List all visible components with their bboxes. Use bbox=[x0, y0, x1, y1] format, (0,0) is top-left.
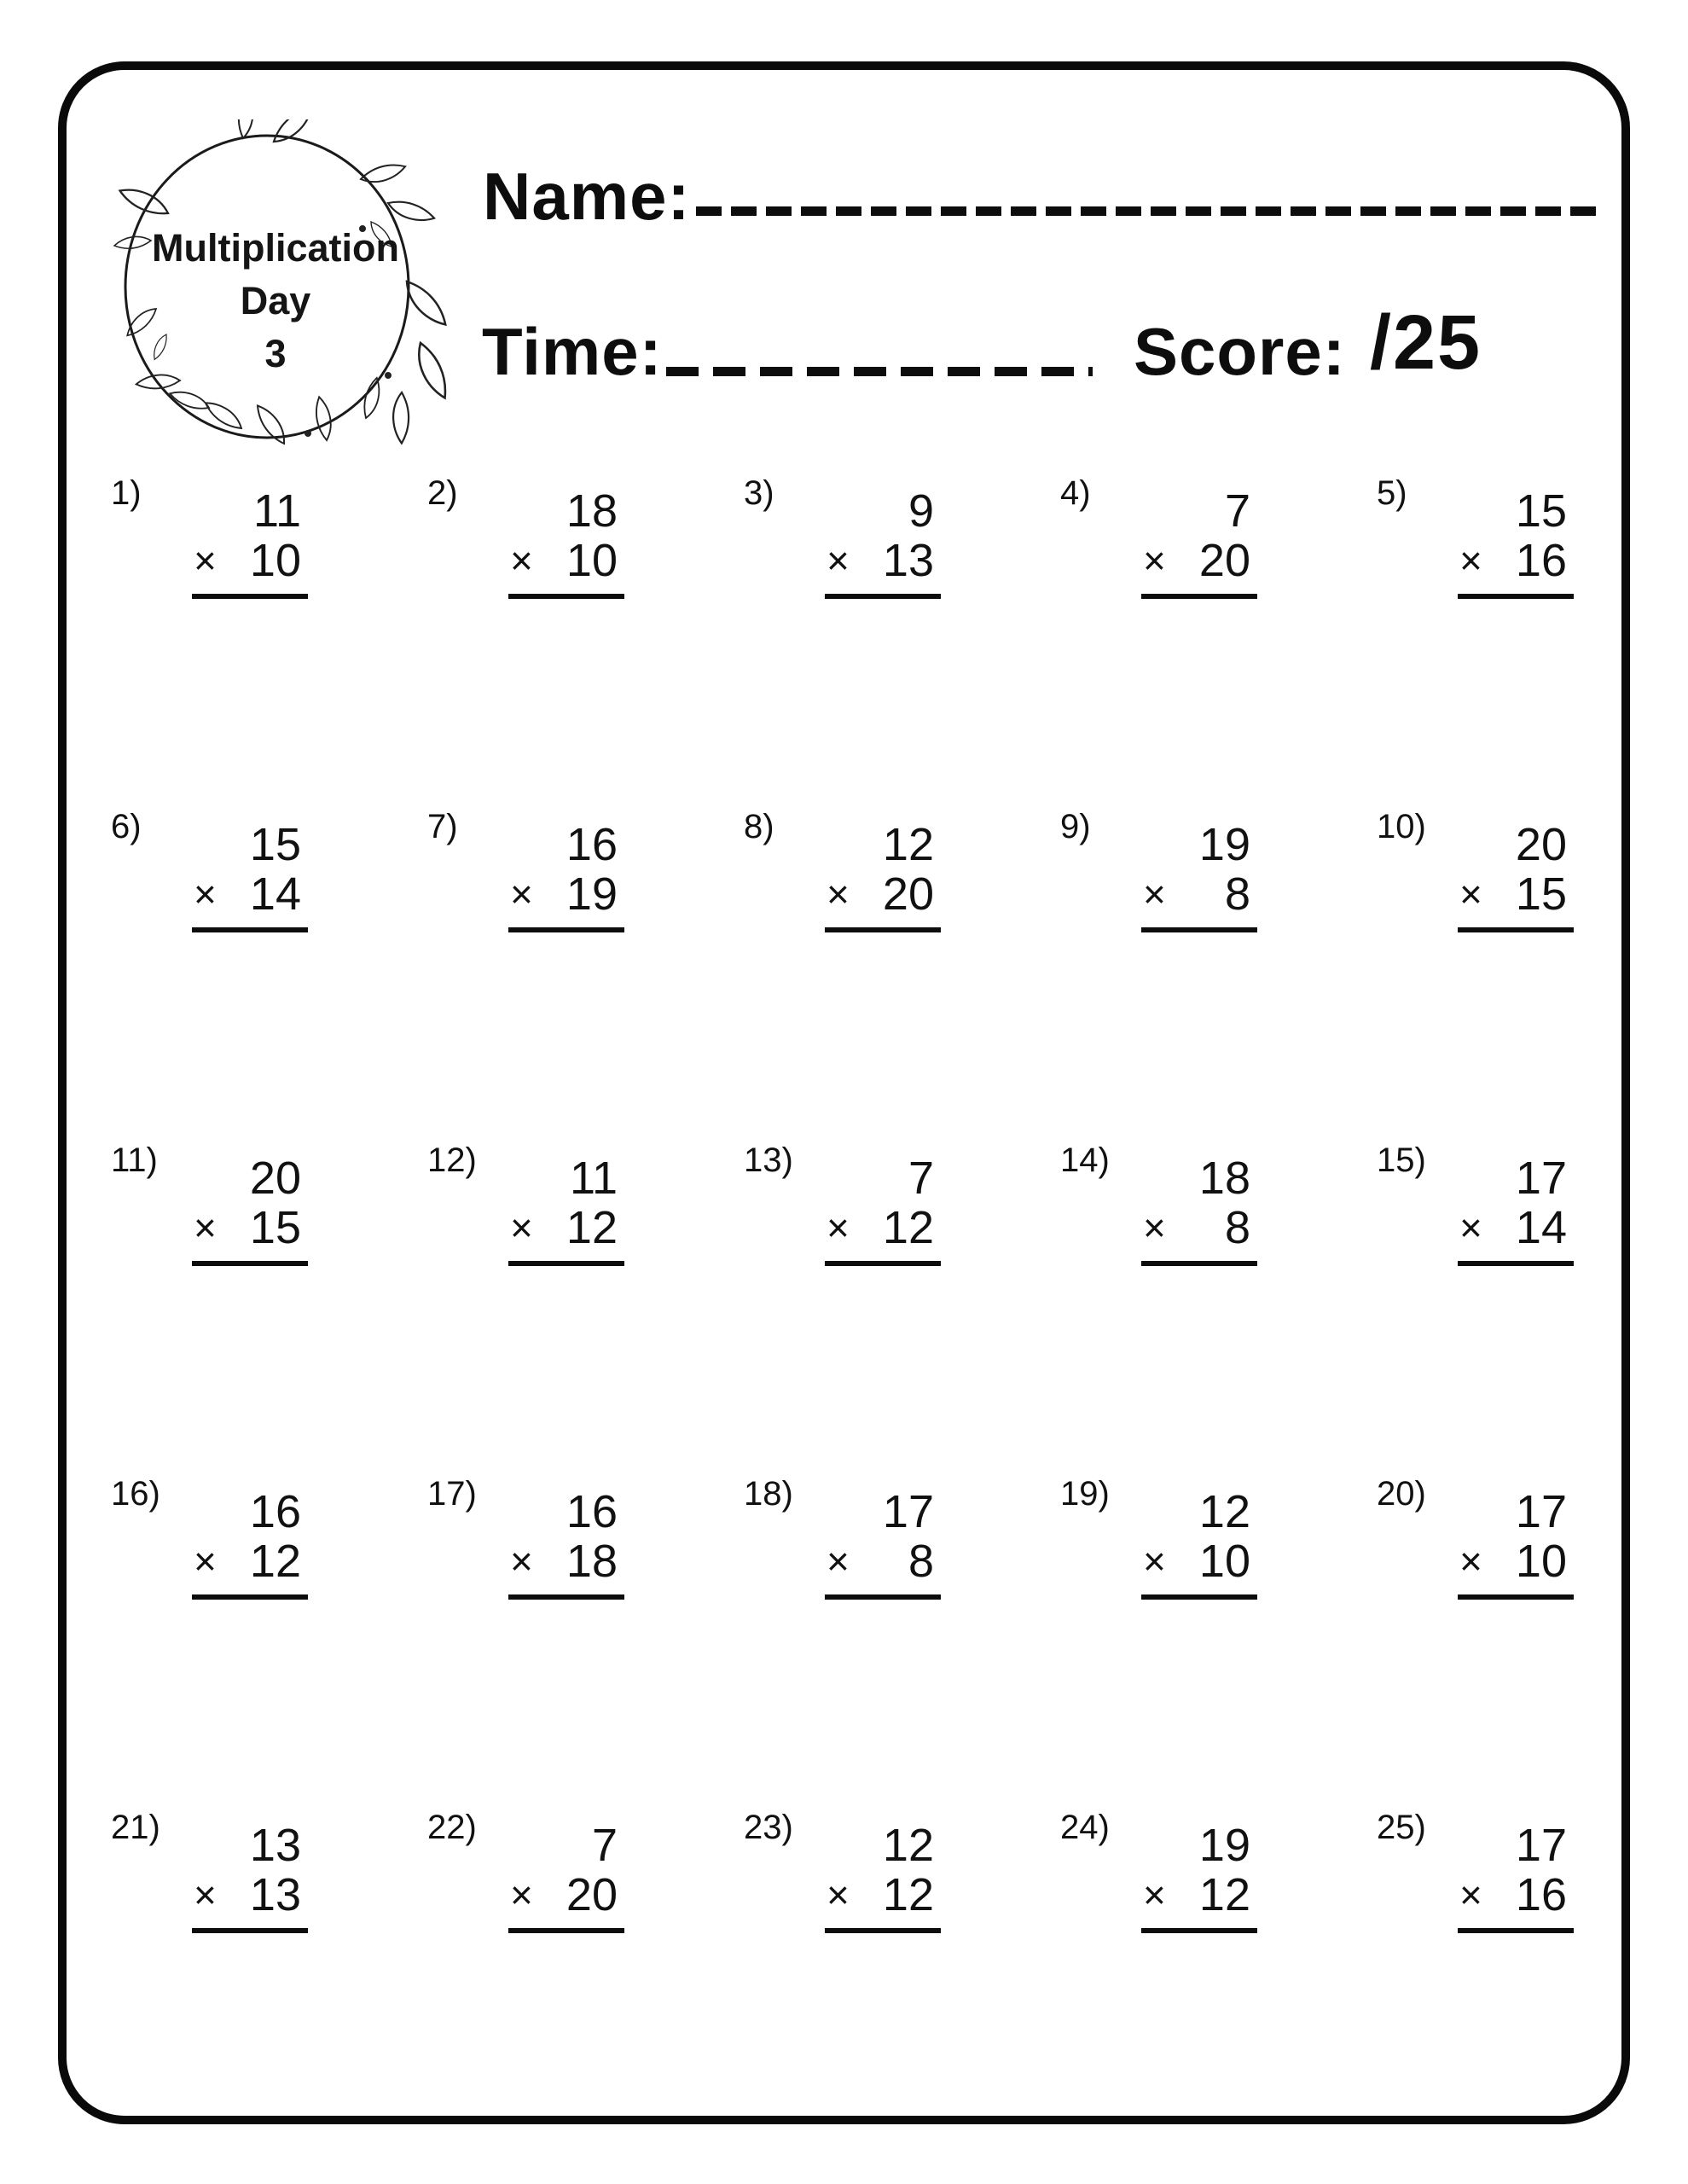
problem-number: 13) bbox=[744, 1141, 793, 1179]
multiplication-problem bbox=[102, 471, 419, 804]
multiplier-row bbox=[194, 536, 301, 585]
problems-grid bbox=[102, 471, 1685, 2139]
problem-stack bbox=[1459, 1153, 1567, 1266]
multiplier: 15 bbox=[249, 1202, 301, 1253]
problem-number: 4) bbox=[1060, 474, 1091, 512]
multiplicand: 12 bbox=[882, 1820, 934, 1871]
multiplier: 10 bbox=[1515, 1536, 1567, 1587]
worksheet-border bbox=[58, 61, 1630, 2124]
problem-stack bbox=[1143, 820, 1250, 932]
multiplier: 20 bbox=[882, 868, 934, 920]
multiplicand: 20 bbox=[1515, 819, 1567, 870]
multiply-icon: × bbox=[827, 538, 850, 583]
answer-line[interactable] bbox=[508, 1594, 624, 1600]
problem-number: 6) bbox=[111, 808, 142, 845]
multiplication-problem bbox=[102, 804, 419, 1138]
problem-number: 19) bbox=[1060, 1475, 1110, 1513]
multiplier: 8 bbox=[1224, 1202, 1250, 1253]
multiply-icon: × bbox=[1459, 1539, 1482, 1583]
answer-line[interactable] bbox=[825, 1261, 941, 1266]
multiplicand: 12 bbox=[1198, 1486, 1250, 1537]
multiplicand: 15 bbox=[249, 819, 301, 870]
multiply-icon: × bbox=[510, 1539, 533, 1583]
problem-number: 16) bbox=[111, 1475, 160, 1513]
answer-line[interactable] bbox=[1141, 927, 1257, 932]
multiplicand: 11 bbox=[569, 1153, 618, 1204]
multiplicand: 19 bbox=[1198, 1820, 1250, 1871]
multiplier-row bbox=[1143, 1203, 1250, 1252]
multiplication-problem bbox=[419, 1805, 735, 2139]
problem-stack bbox=[827, 1153, 934, 1266]
multiplication-problem bbox=[1052, 471, 1368, 804]
multiplicand: 12 bbox=[882, 819, 934, 870]
answer-line[interactable] bbox=[192, 594, 308, 599]
problem-stack bbox=[1459, 1487, 1567, 1600]
multiplicand: 17 bbox=[1515, 1486, 1567, 1537]
name-blank-line[interactable] bbox=[696, 206, 1598, 216]
multiplier-row bbox=[510, 1870, 618, 1920]
name-label: Name: bbox=[483, 159, 691, 234]
problem-stack bbox=[194, 820, 301, 932]
multiplier-row bbox=[1143, 869, 1250, 919]
multiplier-row bbox=[1459, 1870, 1567, 1920]
multiplication-problem bbox=[1052, 804, 1368, 1138]
multiplier: 13 bbox=[249, 1869, 301, 1920]
answer-line[interactable] bbox=[1141, 1261, 1257, 1266]
multiplication-problem bbox=[1368, 1472, 1685, 1805]
multiplicand: 17 bbox=[1515, 1153, 1567, 1204]
multiply-icon: × bbox=[194, 1205, 217, 1250]
score-total: /25 bbox=[1370, 300, 1482, 386]
problem-number: 9) bbox=[1060, 808, 1091, 845]
problem-stack bbox=[510, 820, 618, 932]
multiplication-problem bbox=[1368, 1805, 1685, 2139]
problem-stack bbox=[510, 486, 618, 599]
multiplicand: 18 bbox=[566, 485, 618, 537]
logo-line-2: Day bbox=[240, 279, 311, 322]
multiply-icon: × bbox=[510, 1873, 533, 1917]
problem-number: 22) bbox=[427, 1809, 477, 1846]
problem-number: 5) bbox=[1377, 474, 1407, 512]
multiplier-row bbox=[1459, 536, 1567, 585]
multiplication-problem bbox=[1368, 804, 1685, 1138]
multiply-icon: × bbox=[1143, 872, 1166, 916]
problem-stack bbox=[510, 1487, 618, 1600]
answer-line[interactable] bbox=[192, 1261, 308, 1266]
multiply-icon: × bbox=[1143, 1205, 1166, 1250]
problem-stack bbox=[194, 1821, 301, 1933]
multiply-icon: × bbox=[194, 1873, 217, 1917]
multiply-icon: × bbox=[1459, 538, 1482, 583]
multiplier: 10 bbox=[1198, 1536, 1250, 1587]
multiplicand: 11 bbox=[252, 485, 301, 537]
multiplication-problem bbox=[102, 1472, 419, 1805]
problem-number: 15) bbox=[1377, 1141, 1426, 1179]
problem-stack bbox=[827, 486, 934, 599]
multiplicand: 20 bbox=[249, 1153, 301, 1204]
problem-number: 11) bbox=[111, 1141, 158, 1179]
multiplier: 12 bbox=[1198, 1869, 1250, 1920]
multiplier-row bbox=[510, 869, 618, 919]
multiply-icon: × bbox=[194, 872, 217, 916]
multiply-icon: × bbox=[827, 872, 850, 916]
multiply-icon: × bbox=[510, 872, 533, 916]
multiplication-problem bbox=[102, 1138, 419, 1472]
multiplier: 8 bbox=[908, 1536, 934, 1587]
problem-number: 14) bbox=[1060, 1141, 1110, 1179]
multiplier: 20 bbox=[1198, 535, 1250, 586]
problem-number: 24) bbox=[1060, 1809, 1110, 1846]
multiplier-row bbox=[510, 1536, 618, 1586]
multiplier-row bbox=[510, 1203, 618, 1252]
answer-line[interactable] bbox=[1458, 1928, 1574, 1933]
multiplicand: 16 bbox=[566, 1486, 618, 1537]
multiplicand: 17 bbox=[882, 1486, 934, 1537]
answer-line[interactable] bbox=[1141, 1594, 1257, 1600]
problem-stack bbox=[1459, 820, 1567, 932]
multiply-icon: × bbox=[827, 1873, 850, 1917]
problem-number: 20) bbox=[1377, 1475, 1426, 1513]
answer-line[interactable] bbox=[825, 594, 941, 599]
multiplier: 16 bbox=[1515, 535, 1567, 586]
multiplier-row bbox=[1459, 1203, 1567, 1252]
problem-stack bbox=[510, 1153, 618, 1266]
multiplication-problem bbox=[102, 1805, 419, 2139]
logo-text bbox=[122, 222, 429, 380]
multiplier: 14 bbox=[249, 868, 301, 920]
answer-line[interactable] bbox=[508, 927, 624, 932]
multiplicand: 9 bbox=[908, 485, 934, 537]
answer-line[interactable] bbox=[1458, 1594, 1574, 1600]
problem-number: 18) bbox=[744, 1475, 793, 1513]
multiply-icon: × bbox=[1459, 1205, 1482, 1250]
answer-line[interactable] bbox=[1458, 927, 1574, 932]
problem-stack bbox=[194, 1487, 301, 1600]
multiplier-row bbox=[827, 1870, 934, 1920]
multiplier: 8 bbox=[1224, 868, 1250, 920]
multiply-icon: × bbox=[1143, 1873, 1166, 1917]
answer-line[interactable] bbox=[1141, 594, 1257, 599]
answer-line[interactable] bbox=[508, 1261, 624, 1266]
multiplier: 12 bbox=[882, 1202, 934, 1253]
answer-line[interactable] bbox=[825, 927, 941, 932]
problem-stack bbox=[1459, 486, 1567, 599]
multiplier: 13 bbox=[882, 535, 934, 586]
multiplier-row bbox=[510, 536, 618, 585]
problem-stack bbox=[827, 1821, 934, 1933]
multiplication-problem bbox=[1052, 1805, 1368, 2139]
logo-line-3: 3 bbox=[264, 332, 287, 375]
answer-line[interactable] bbox=[1458, 594, 1574, 599]
problem-number: 3) bbox=[744, 474, 774, 512]
multiplier-row bbox=[827, 536, 934, 585]
multiplier-row bbox=[194, 1203, 301, 1252]
answer-line[interactable] bbox=[825, 1594, 941, 1600]
multiplier-row bbox=[194, 869, 301, 919]
problem-number: 21) bbox=[111, 1809, 160, 1846]
multiplicand: 13 bbox=[249, 1820, 301, 1871]
multiplier-row bbox=[194, 1870, 301, 1920]
multiplier-row bbox=[1143, 1870, 1250, 1920]
multiplier: 18 bbox=[566, 1536, 618, 1587]
problem-number: 2) bbox=[427, 474, 458, 512]
answer-line[interactable] bbox=[192, 1928, 308, 1933]
multiplication-problem bbox=[419, 1472, 735, 1805]
time-blank-line[interactable] bbox=[666, 367, 1093, 376]
logo-line-1: Multiplication bbox=[152, 226, 399, 270]
multiplication-problem bbox=[419, 1138, 735, 1472]
answer-line[interactable] bbox=[508, 1928, 624, 1933]
multiplier: 16 bbox=[1515, 1869, 1567, 1920]
problem-number: 25) bbox=[1377, 1809, 1426, 1846]
problem-stack bbox=[510, 1821, 618, 1933]
multiplier-row bbox=[194, 1536, 301, 1586]
score-label: Score: bbox=[1134, 314, 1346, 389]
multiplication-problem bbox=[1368, 471, 1685, 804]
multiplier-row bbox=[827, 1536, 934, 1586]
multiplier-row bbox=[1143, 536, 1250, 585]
problem-stack bbox=[1143, 1821, 1250, 1933]
multiply-icon: × bbox=[510, 1205, 533, 1250]
problem-stack bbox=[827, 1487, 934, 1600]
multiplication-problem bbox=[1052, 1472, 1368, 1805]
answer-line[interactable] bbox=[1458, 1261, 1574, 1266]
answer-line[interactable] bbox=[192, 1594, 308, 1600]
problem-stack bbox=[1143, 1153, 1250, 1266]
multiply-icon: × bbox=[827, 1205, 850, 1250]
problem-stack bbox=[1143, 1487, 1250, 1600]
multiplication-problem bbox=[735, 804, 1052, 1138]
multiply-icon: × bbox=[194, 1539, 217, 1583]
multiplicand: 7 bbox=[908, 1153, 934, 1204]
multiply-icon: × bbox=[827, 1539, 850, 1583]
multiplication-problem bbox=[735, 471, 1052, 804]
answer-line[interactable] bbox=[825, 1928, 941, 1933]
multiplicand: 16 bbox=[249, 1486, 301, 1537]
answer-line[interactable] bbox=[508, 594, 624, 599]
multiplier-row bbox=[1143, 1536, 1250, 1586]
problem-stack bbox=[827, 820, 934, 932]
multiplier: 12 bbox=[249, 1536, 301, 1587]
problem-stack bbox=[1143, 486, 1250, 599]
multiplicand: 7 bbox=[1224, 485, 1250, 537]
problem-stack bbox=[194, 1153, 301, 1266]
multiplicand: 18 bbox=[1198, 1153, 1250, 1204]
multiply-icon: × bbox=[1143, 538, 1166, 583]
time-label: Time: bbox=[482, 314, 663, 389]
multiplier: 19 bbox=[566, 868, 618, 920]
multiply-icon: × bbox=[1143, 1539, 1166, 1583]
problem-number: 8) bbox=[744, 808, 774, 845]
answer-line[interactable] bbox=[192, 927, 308, 932]
multiplicand: 15 bbox=[1515, 485, 1567, 537]
multiply-icon: × bbox=[510, 538, 533, 583]
multiplicand: 19 bbox=[1198, 819, 1250, 870]
multiplicand: 16 bbox=[566, 819, 618, 870]
multiplication-problem bbox=[1052, 1138, 1368, 1472]
problem-number: 1) bbox=[111, 474, 142, 512]
problem-number: 23) bbox=[744, 1809, 793, 1846]
problem-number: 10) bbox=[1377, 808, 1426, 845]
multiplication-problem bbox=[1368, 1138, 1685, 1472]
multiplication-problem bbox=[419, 471, 735, 804]
multiplier-row bbox=[827, 869, 934, 919]
multiplication-problem bbox=[735, 1138, 1052, 1472]
problem-number: 17) bbox=[427, 1475, 477, 1513]
answer-line[interactable] bbox=[1141, 1928, 1257, 1933]
multiplicand: 17 bbox=[1515, 1820, 1567, 1871]
problem-stack bbox=[1459, 1821, 1567, 1933]
problem-number: 12) bbox=[427, 1141, 477, 1179]
multiplier: 12 bbox=[882, 1869, 934, 1920]
multiplier: 20 bbox=[566, 1869, 618, 1920]
multiplier-row bbox=[1459, 869, 1567, 919]
wreath-logo bbox=[107, 119, 448, 465]
multiplier-row bbox=[1459, 1536, 1567, 1586]
multiply-icon: × bbox=[1459, 1873, 1482, 1917]
multiplication-problem bbox=[419, 804, 735, 1138]
multiplier-row bbox=[827, 1203, 934, 1252]
multiplicand: 7 bbox=[591, 1820, 618, 1871]
multiplier: 10 bbox=[249, 535, 301, 586]
multiplier: 14 bbox=[1515, 1202, 1567, 1253]
multiplication-problem bbox=[735, 1472, 1052, 1805]
multiplier: 12 bbox=[566, 1202, 618, 1253]
multiplication-problem bbox=[735, 1805, 1052, 2139]
multiplier: 10 bbox=[566, 535, 618, 586]
multiplier: 15 bbox=[1515, 868, 1567, 920]
problem-stack bbox=[194, 486, 301, 599]
multiply-icon: × bbox=[194, 538, 217, 583]
problem-number: 7) bbox=[427, 808, 458, 845]
multiply-icon: × bbox=[1459, 872, 1482, 916]
